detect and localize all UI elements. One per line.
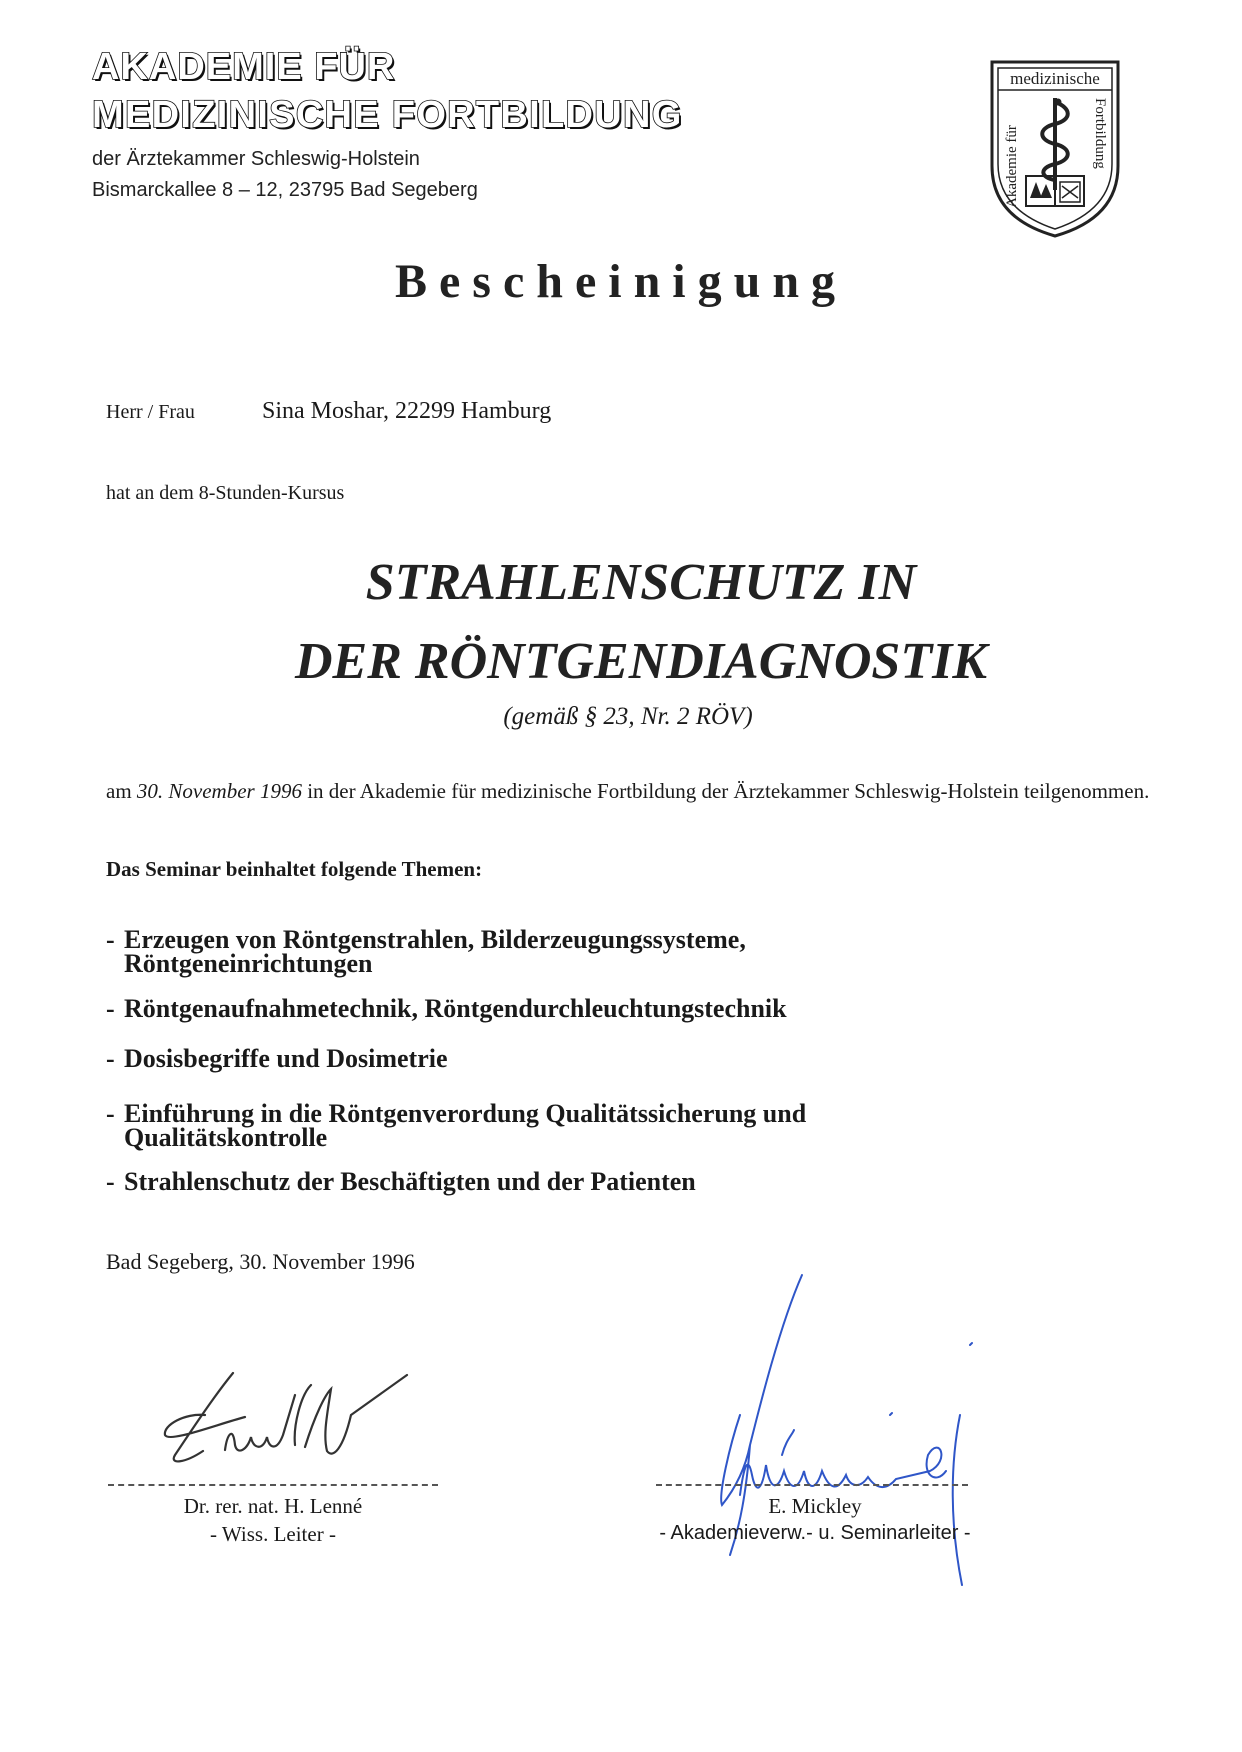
topic-line: Strahlenschutz der Beschäftigten und der Patienten bbox=[124, 1167, 696, 1196]
topic-item bbox=[106, 1099, 1166, 1152]
name-label: Herr / Frau bbox=[106, 401, 195, 423]
topic-line: Dosisbegriffe und Dosimetrie bbox=[124, 1044, 448, 1073]
academy-name-line2: MEDIZINISCHE FORTBILDUNG bbox=[92, 94, 683, 136]
place-and-date: Bad Segeberg, 30. November 1996 bbox=[106, 1249, 415, 1274]
course-intro: hat an dem 8-Stunden-Kursus bbox=[106, 482, 345, 504]
topics-heading: Das Seminar beinhaltet folgende Themen: bbox=[106, 857, 483, 881]
course-legal-reference: (gemäß § 23, Nr. 2 RÖV) bbox=[503, 703, 753, 730]
topic-dash: - bbox=[106, 925, 115, 954]
topic-item bbox=[106, 1044, 1166, 1073]
participant-name: Sina Moshar, 22299 Hamburg bbox=[262, 398, 552, 424]
topic-line: Einführung in die Röntgenverordung Qualitätssicherung und bbox=[124, 1099, 807, 1128]
academy-name-line1: AKADEMIE FÜR bbox=[92, 46, 396, 88]
signer2-role: - Akademieverw.- u. Seminarleiter - bbox=[659, 1522, 971, 1544]
academy-address: Bismarckallee 8 – 12, 23795 Bad Segeberg bbox=[92, 179, 478, 201]
document-heading: Bescheinigung bbox=[394, 255, 848, 308]
academy-seal-logo bbox=[986, 58, 1124, 240]
course-title-line2: DER RÖNTGENDIAGNOSTIK bbox=[295, 633, 987, 690]
seal-right-text: Fortbildung bbox=[1092, 98, 1108, 169]
attendance-paragraph bbox=[106, 778, 1156, 804]
signer2-name: E. Mickley bbox=[768, 1494, 862, 1518]
signature-mickley bbox=[700, 1265, 1000, 1595]
signer1-role: - Wiss. Leiter - bbox=[210, 1522, 336, 1546]
seal-top-text: medizinische bbox=[1010, 69, 1100, 88]
topic-dash: - bbox=[106, 1044, 115, 1073]
paragraph-prefix: am bbox=[106, 779, 132, 803]
course-title-line1: STRAHLENSCHUTZ IN bbox=[365, 554, 917, 611]
signature-lenne bbox=[155, 1355, 415, 1490]
topic-line: Röntgenaufnahmetechnik, Röntgendurchleuchtungstechnik bbox=[124, 994, 787, 1023]
topic-item bbox=[106, 925, 1166, 978]
topic-line: Erzeugen von Röntgenstrahlen, Bilderzeugungssysteme, bbox=[124, 925, 746, 954]
topic-line-continuation: Qualitätskontrolle bbox=[124, 1123, 328, 1152]
signature-line-left bbox=[108, 1484, 438, 1486]
topic-item bbox=[106, 1167, 1166, 1196]
course-date: 30. November 1996 bbox=[136, 779, 302, 803]
signature-line-right bbox=[656, 1484, 968, 1486]
topic-dash: - bbox=[106, 994, 115, 1023]
topic-dash: - bbox=[106, 1167, 115, 1196]
seal-left-text: Akademie für bbox=[1004, 125, 1020, 208]
paragraph-rest: in der Akademie für medizinische Fortbildung der Ärztekammer Schleswig-Holstein teilgenommen. bbox=[307, 779, 1150, 803]
chamber-name: der Ärztekammer Schleswig-Holstein bbox=[92, 148, 420, 170]
topic-item bbox=[106, 994, 1166, 1023]
signer1-name: Dr. rer. nat. H. Lenné bbox=[183, 1494, 363, 1518]
topic-line-continuation: Röntgeneinrichtungen bbox=[124, 949, 373, 978]
topic-dash: - bbox=[106, 1099, 115, 1128]
